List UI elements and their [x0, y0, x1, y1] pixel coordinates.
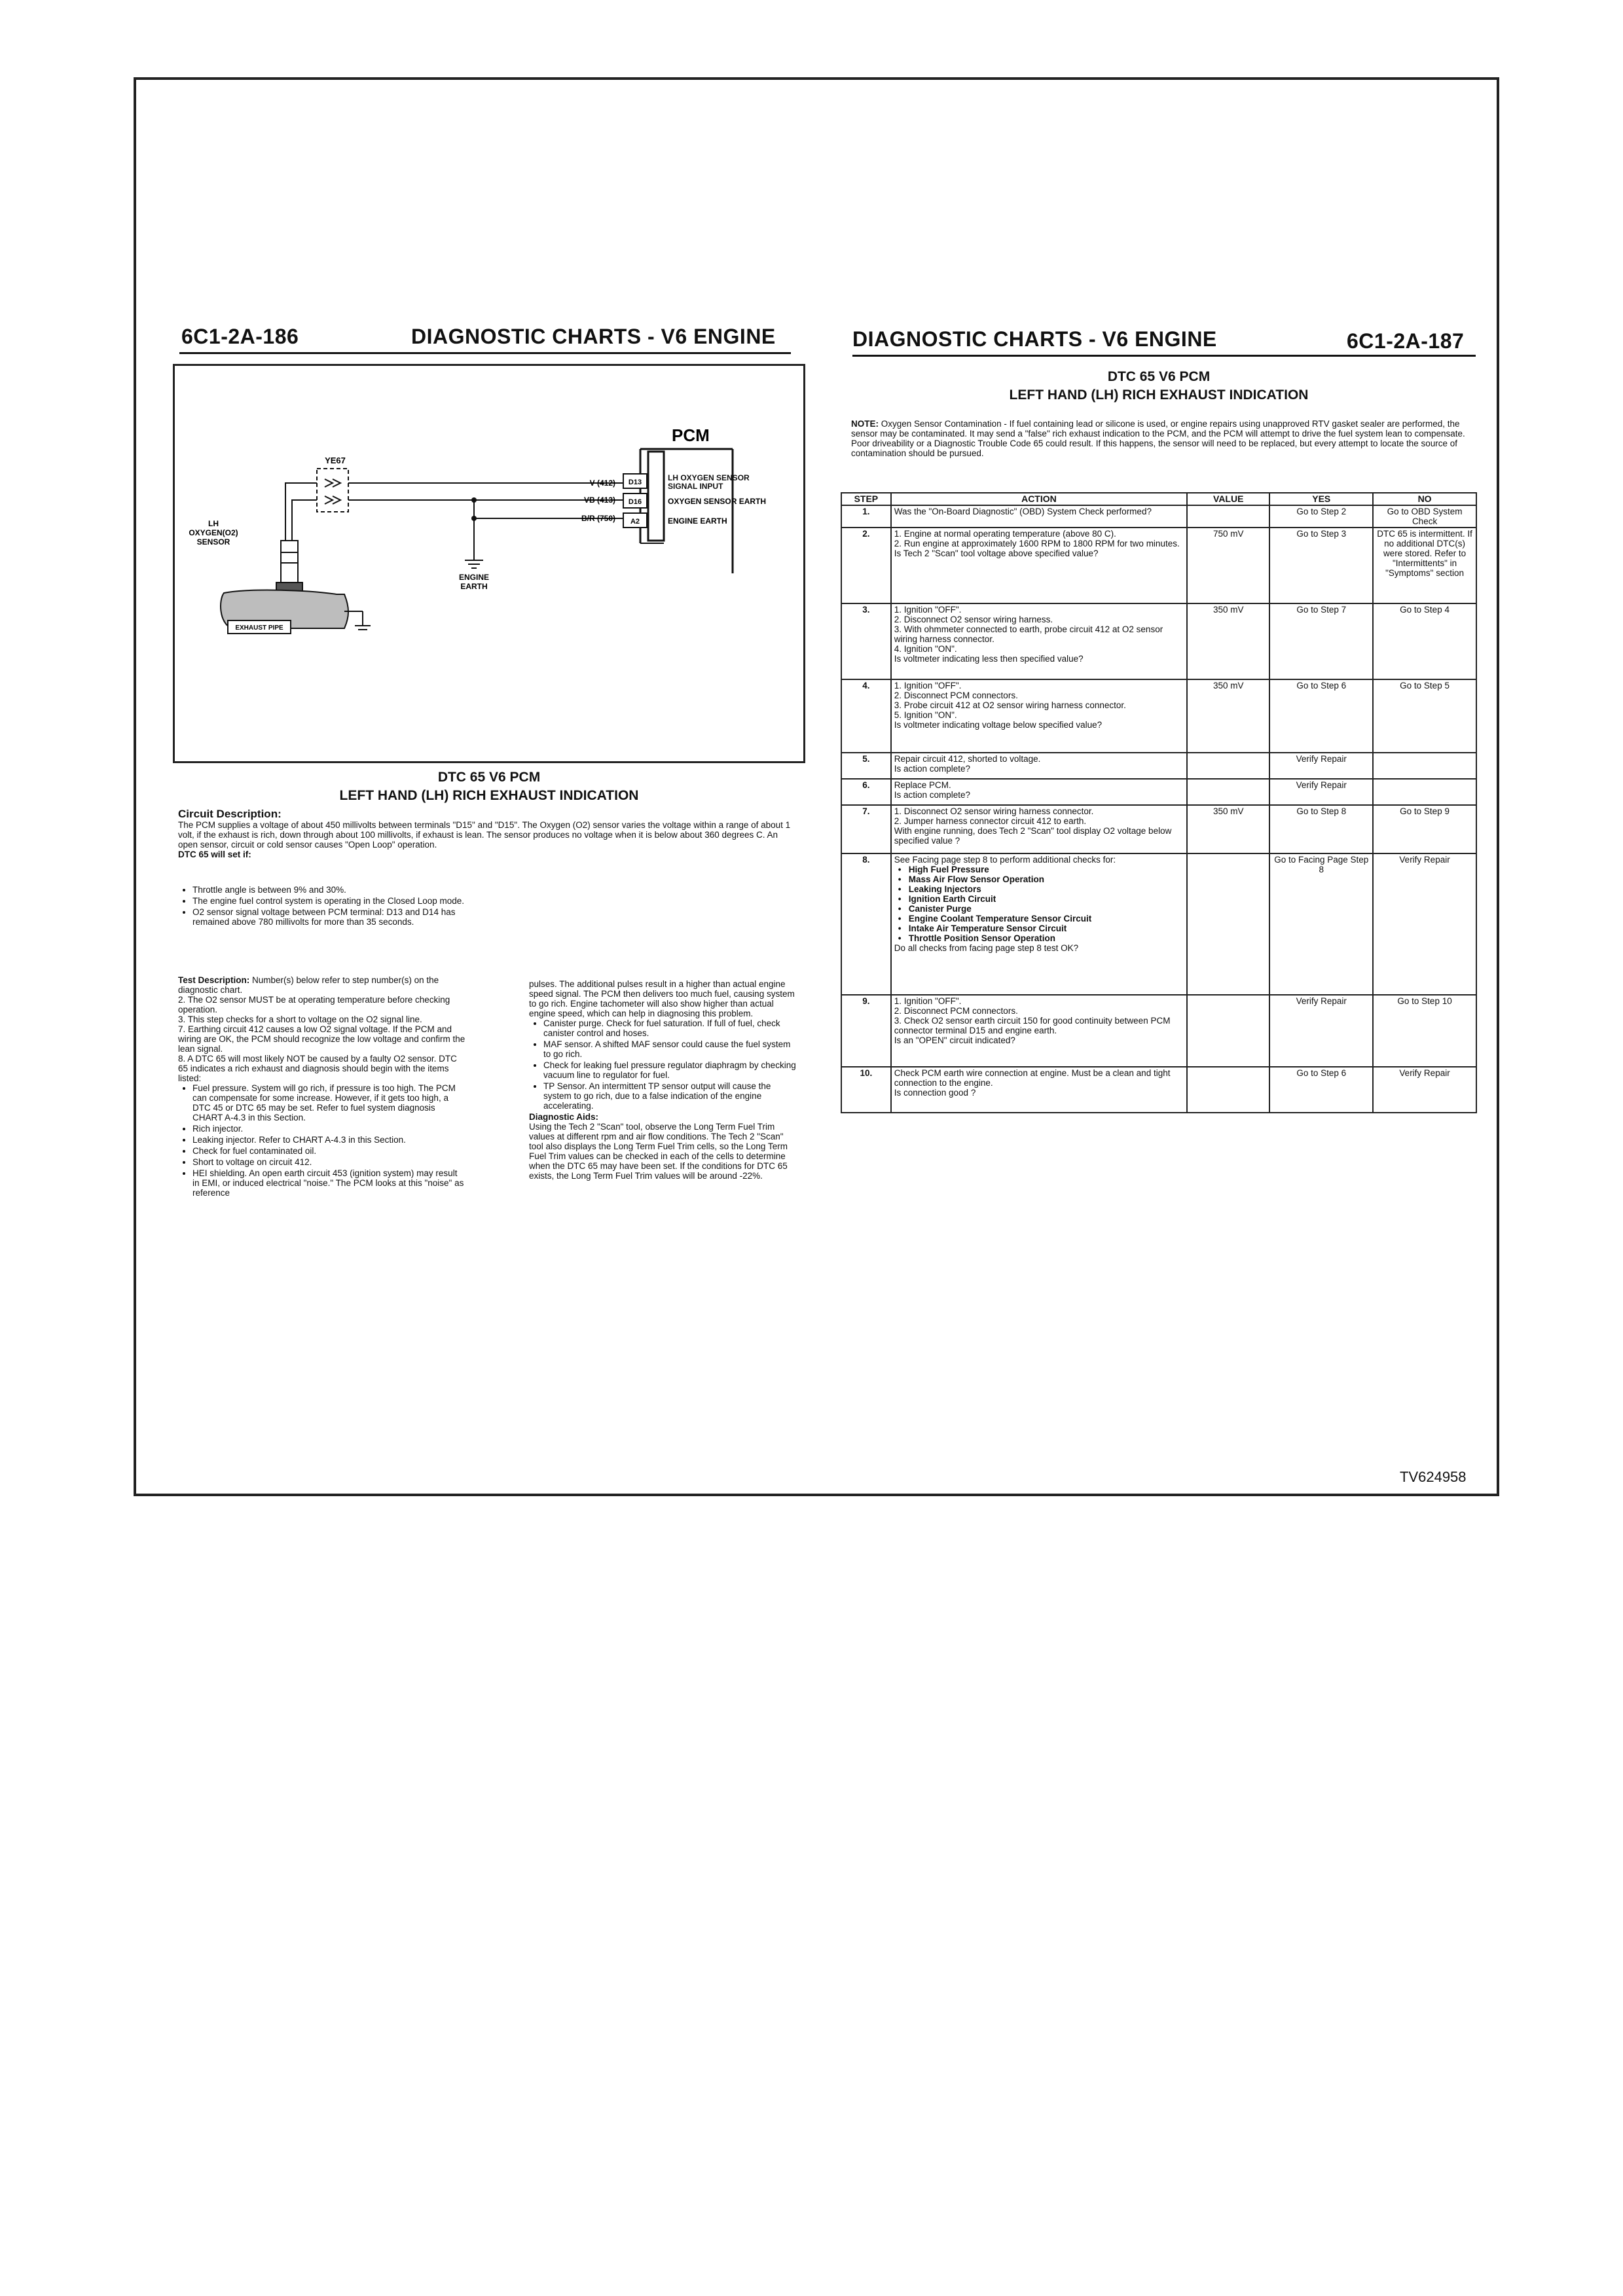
right-title-1: DTC 65 V6 PCM [1107, 369, 1211, 384]
pin-label-d16: D16 [628, 498, 642, 506]
test-heading: Test Description: [178, 975, 250, 985]
step-cell: 4. [841, 679, 891, 753]
yes-cell: Go to Step 6 [1269, 1067, 1373, 1113]
action-line: 1. Engine at normal operating temperature (above 80 C). [894, 529, 1116, 539]
action-line: 3. With ohmmeter connected to earth, probe circuit 412 at O2 sensor wiring harness connector. [894, 624, 1163, 644]
col2-bullet: • Canister purge. Check for fuel saturation. If full of fuel, check canister control and hoses. [543, 1018, 799, 1038]
left-title-1: DTC 65 V6 PCM [437, 770, 541, 785]
right-page-number: 6C1-2A-187 [1347, 329, 1465, 353]
step-cell: 3. [841, 603, 891, 679]
pin-function-a2: ENGINE EARTH [668, 516, 727, 526]
value-cell [1187, 505, 1269, 528]
pin-function-d13: LH OXYGEN SENSOR SIGNAL INPUT [668, 474, 750, 491]
action-cell [891, 528, 1187, 603]
set-item: • Throttle angle is between 9% and 30%. [192, 885, 479, 895]
table-row [841, 995, 1476, 1067]
yes-cell: Verify Repair [1269, 753, 1373, 779]
col2-bullet: • MAF sensor. A shifted MAF sensor could cause the fuel system to go rich. [543, 1039, 799, 1059]
action-check-item: • Ignition Earth Circuit [894, 894, 1184, 904]
pcm-label: PCM [672, 425, 710, 445]
value-cell [1187, 995, 1269, 1067]
step-cell: 5. [841, 753, 891, 779]
step-cell: 1. [841, 505, 891, 528]
test-item: 3. This step checks for a short to voltage on the O2 signal line. [178, 1014, 422, 1024]
action-check-item: • Mass Air Flow Sensor Operation [894, 874, 1184, 884]
no-cell [1373, 779, 1476, 805]
yes-cell: Go to Step 7 [1269, 603, 1373, 679]
action-line: Is Tech 2 "Scan" tool voltage above specified value? [894, 548, 1099, 558]
action-line: 1. Ignition "OFF". [894, 605, 962, 615]
yes-cell: Go to Facing Page Step 8 [1269, 853, 1373, 995]
header-yes: YES [1269, 493, 1373, 505]
earth-wire-sensor [292, 500, 317, 541]
test-description-block [178, 975, 466, 1199]
note-label: NOTE: [851, 419, 879, 429]
step-cell: 8. [841, 853, 891, 995]
test-bullet: • Check for fuel contaminated oil. [192, 1146, 466, 1156]
step-cell: 6. [841, 779, 891, 805]
header-value: VALUE [1187, 493, 1269, 505]
no-cell: Go to Step 4 [1373, 603, 1476, 679]
action-line: 2. Disconnect PCM connectors. [894, 1006, 1018, 1016]
diagnostic-table [841, 492, 1477, 1113]
table-row [841, 679, 1476, 753]
value-cell: 350 mV [1187, 603, 1269, 679]
header-step: STEP [841, 493, 891, 505]
circuit-text: The PCM supplies a voltage of about 450 millivolts between terminals "D15" and "D15". The Oxygen (O2) sensor varies the voltage within a range of about 1 volt, if the exhaust is rich, down through about 100 millivolts, if exhaust is lean. The sensor produces no voltage when it is below about 360 degrees C. An open sensor, circuit or cold sensor causes "Open Loop" operation. [178, 820, 791, 850]
header-no: NO [1373, 493, 1476, 505]
test-bullet: • HEI shielding. An open earth circuit 453 (ignition system) may result in EMI, or induced electrical "noise." The PCM looks at this "noise" as reference [192, 1168, 466, 1198]
wire-label-750: B/R (750) [581, 514, 615, 523]
yes-cell: Go to Step 6 [1269, 679, 1373, 753]
note-text: Oxygen Sensor Contamination - If fuel containing lead or silicone is used, or engine repairs using unapproved RTV gasket sealer are performed, the sensor may be contaminated. It may send a "false" rich exhaust indication to the PCM, and the PCM will attempt to drive the fuel system lean to compensate. Poor driveability or a Diagnostic Trouble Code 65 could result. If this happens, the sensor will need to be replaced, but every attempt to locate the source of contamination should be pursued. [851, 419, 1465, 458]
action-cell [891, 995, 1187, 1067]
action-line: Repair circuit 412, shorted to voltage. [894, 754, 1041, 764]
pin-label-d13: D13 [628, 478, 642, 486]
table-row [841, 603, 1476, 679]
test-intro: Number(s) below refer to step number(s) on the diagnostic chart. [178, 975, 439, 995]
action-line: 4. Ignition "ON". [894, 644, 957, 654]
action-check-item: • Leaking Injectors [894, 884, 1184, 894]
table-row [841, 505, 1476, 528]
action-line: 2. Run engine at approximately 1600 RPM to 1800 RPM for two minutes. [894, 539, 1180, 548]
left-header-title: DIAGNOSTIC CHARTS - V6 ENGINE [411, 325, 776, 348]
no-cell: Verify Repair [1373, 1067, 1476, 1113]
aids-heading: Diagnostic Aids: [529, 1112, 599, 1122]
col2-intro: pulses. The additional pulses result in a higher than actual engine speed signal. The PCM then delivers too much fuel, causing system to go rich. Engine tachometer will also show higher than actual engine speed, which can help in diagnosing this problem. [529, 979, 795, 1018]
test-bullet: • Short to voltage on circuit 412. [192, 1157, 466, 1167]
action-line: 1. Ignition "OFF". [894, 996, 962, 1006]
action-line: Was the "On-Board Diagnostic" (OBD) System Check performed? [894, 507, 1152, 516]
value-cell: 750 mV [1187, 528, 1269, 603]
test-bullet: • Leaking injector. Refer to CHART A-4.3 in this Section. [192, 1135, 466, 1145]
aids-text: Using the Tech 2 "Scan" tool, observe the Long Term Fuel Trim values at different rpm and air flow conditions. The Tech 2 "Scan" tool also displays the Long Term Fuel Trim cells, so the Long Term Fuel Trim values can be checked in each of the cells to determine when the DTC 65 may have been set. If the conditions for DTC 65 exists, the Long Term Fuel Trim values will be around -22%. [529, 1122, 788, 1181]
o2-sensor [281, 541, 298, 583]
action-check-item: • Engine Coolant Temperature Sensor Circuit [894, 914, 1184, 924]
table-row [841, 779, 1476, 805]
set-item: • The engine fuel control system is operating in the Closed Loop mode. [192, 896, 479, 906]
action-cell [891, 1067, 1187, 1113]
action-line: Is action complete? [894, 764, 971, 774]
table-row [841, 753, 1476, 779]
test-bullet: • Rich injector. [192, 1124, 466, 1134]
action-line: Is action complete? [894, 790, 971, 800]
action-cell [891, 505, 1187, 528]
table-row [841, 805, 1476, 853]
action-check-item: • Intake Air Temperature Sensor Circuit [894, 924, 1184, 933]
no-cell: DTC 65 is intermittent. If no additional DTC(s) were stored. Refer to "Intermittents" in "Symptoms" section [1373, 528, 1476, 603]
yes-cell: Go to Step 3 [1269, 528, 1373, 603]
table-row [841, 528, 1476, 603]
wire-label-412: V (412) [589, 478, 615, 488]
pin-function-d16: OXYGEN SENSOR EARTH [668, 497, 767, 506]
yes-cell: Verify Repair [1269, 779, 1373, 805]
test-item: 8. A DTC 65 will most likely NOT be caused by a faulty O2 sensor. DTC 65 indicates a rich exhaust and diagnosis should begin with the items listed: [178, 1054, 457, 1083]
action-line: Replace PCM. [894, 780, 951, 790]
action-cell [891, 805, 1187, 853]
engine-earth-label-1: ENGINE [458, 573, 490, 582]
set-heading: DTC 65 will set if: [178, 850, 251, 859]
header-action: ACTION [891, 493, 1187, 505]
action-cell [891, 853, 1187, 995]
test-item: 2. The O2 sensor MUST be at operating temperature before checking operation. [178, 995, 450, 1014]
action-line: Is voltmeter indicating less then specified value? [894, 654, 1084, 664]
right-header-title: DIAGNOSTIC CHARTS - V6 ENGINE [852, 327, 1217, 351]
pcm-box [648, 452, 664, 541]
action-line: Is connection good ? [894, 1088, 976, 1098]
action-line: 3. Probe circuit 412 at O2 sensor wiring harness connector. [894, 700, 1126, 710]
action-line: 1. Disconnect O2 sensor wiring harness connector. [894, 806, 1094, 816]
test-bullet: • Fuel pressure. System will go rich, if pressure is too high. The PCM can compensate for some increase. However, if it gets too high, a DTC 45 or DTC 65 may be set. Refer to fuel system diagnosis CHART A-4.3 in this Section. [192, 1083, 466, 1122]
no-cell: Go to OBD System Check [1373, 505, 1476, 528]
value-cell: 350 mV [1187, 679, 1269, 753]
action-line: With engine running, does Tech 2 "Scan" tool display O2 voltage below specified value ? [894, 826, 1172, 846]
value-cell: 350 mV [1187, 805, 1269, 853]
yes-cell: Go to Step 2 [1269, 505, 1373, 528]
no-cell: Go to Step 5 [1373, 679, 1476, 753]
value-cell [1187, 1067, 1269, 1113]
sensor-label-1: LH [208, 519, 219, 528]
yes-cell: Go to Step 8 [1269, 805, 1373, 853]
sensor-label-2: OXYGEN(O2) [189, 528, 238, 537]
value-cell [1187, 779, 1269, 805]
no-cell: Go to Step 9 [1373, 805, 1476, 853]
action-line: 2. Disconnect PCM connectors. [894, 691, 1018, 700]
left-page-number: 6C1-2A-186 [181, 325, 299, 348]
action-line: 2. Disconnect O2 sensor wiring harness. [894, 615, 1053, 624]
pin-label-a2: A2 [630, 518, 640, 526]
wiring-diagram [173, 364, 805, 763]
step-cell: 9. [841, 995, 891, 1067]
circuit-heading: Circuit Description: [178, 808, 282, 820]
table-row [841, 853, 1476, 995]
action-check-item: • Canister Purge [894, 904, 1184, 914]
no-cell: Go to Step 10 [1373, 995, 1476, 1067]
col2-bullet: • Check for leaking fuel pressure regulator diaphragm by checking vacuum line to regulator for fuel. [543, 1060, 799, 1080]
right-header-rule [852, 355, 1476, 357]
signal-wire-sensor [285, 483, 317, 541]
note-block [851, 419, 1476, 458]
step-cell: 2. [841, 528, 891, 603]
figure-id: TV624958 [1400, 1469, 1467, 1485]
col2-bullet: • TP Sensor. An intermittent TP sensor output will cause the system to go rich, due to a false indication of the engine accelerating. [543, 1081, 799, 1111]
exhaust-label: EXHAUST PIPE [235, 624, 283, 632]
action-line: See Facing page step 8 to perform additional checks for: [894, 855, 1116, 865]
step-cell: 10. [841, 1067, 891, 1113]
action-line: 3. Check O2 sensor earth circuit 150 for good continuity between PCM connector terminal D15 and engine earth. [894, 1016, 1171, 1035]
action-cell [891, 753, 1187, 779]
value-cell [1187, 753, 1269, 779]
action-line: Is an "OPEN" circuit indicated? [894, 1035, 1015, 1045]
value-cell [1187, 853, 1269, 995]
action-cell [891, 679, 1187, 753]
action-line: Is voltmeter indicating voltage below specified value? [894, 720, 1103, 730]
action-line: 5. Ignition "ON". [894, 710, 957, 720]
test-item: 7. Earthing circuit 412 causes a low O2 signal voltage. If the PCM and wiring are OK, the PCM should recognize the low voltage and confirm the lean signal. [178, 1024, 465, 1054]
sensor-label-3: SENSOR [196, 537, 230, 547]
no-cell: Verify Repair [1373, 853, 1476, 995]
action-line: 2. Jumper harness connector circuit 412 to earth. [894, 816, 1087, 826]
set-item: • O2 sensor signal voltage between PCM terminal: D13 and D14 has remained above 780 millivolts for more than 35 seconds. [192, 907, 479, 927]
set-conditions-block [178, 885, 479, 928]
right-title-2: LEFT HAND (LH) RICH EXHAUST INDICATION [1009, 387, 1309, 403]
action-cell [891, 603, 1187, 679]
left-header-rule [179, 352, 791, 354]
action-check-item: • High Fuel Pressure [894, 865, 1184, 874]
action-line: 1. Ignition "OFF". [894, 681, 962, 691]
test-description-col2 [529, 979, 799, 1181]
action-check-item: • Throttle Position Sensor Operation [894, 933, 1184, 943]
connector-ye67 [317, 469, 348, 512]
yes-cell: Verify Repair [1269, 995, 1373, 1067]
action-cell [891, 779, 1187, 805]
engine-earth-label-2: EARTH [460, 582, 488, 591]
wire-label-413: VB (413) [583, 495, 615, 505]
action-line: Check PCM earth wire connection at engine. Must be a clean and tight connection to the engine. [894, 1068, 1171, 1088]
connector-label: YE67 [325, 456, 346, 465]
step-cell: 7. [841, 805, 891, 853]
action-question: Do all checks from facing page step 8 test OK? [894, 943, 1079, 953]
no-cell [1373, 753, 1476, 779]
table-row [841, 1067, 1476, 1113]
left-title-2: LEFT HAND (LH) RICH EXHAUST INDICATION [339, 788, 639, 803]
circuit-description-block [178, 808, 796, 859]
table-header-row [841, 493, 1476, 505]
